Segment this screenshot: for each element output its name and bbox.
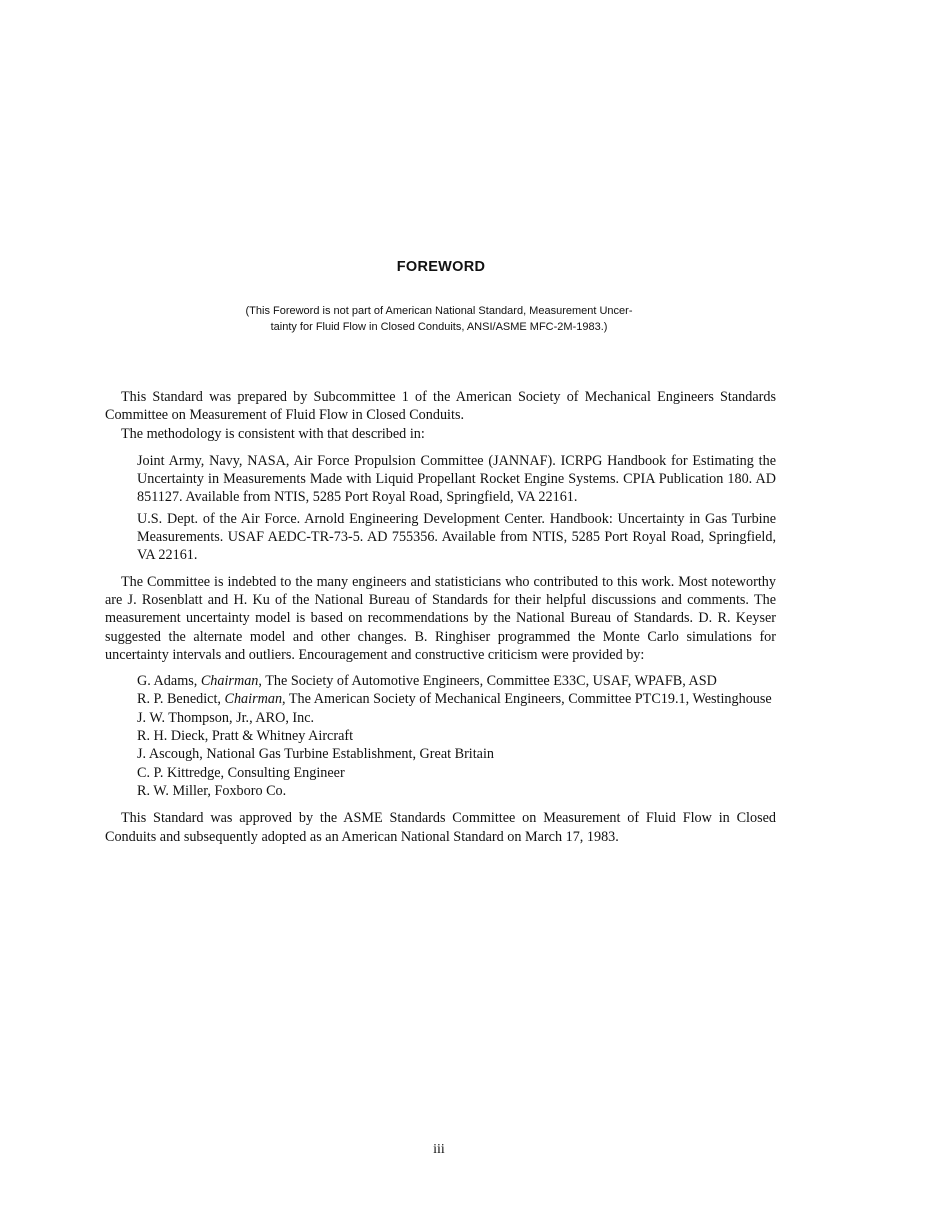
contributor-name: G. Adams, [137, 673, 201, 690]
contributor-role: Chairman [200, 673, 259, 690]
reference-list [137, 452, 776, 565]
contributor-item: R. W. Miller, Foxboro Co. [137, 782, 287, 799]
contributor-list [137, 672, 776, 800]
contributor-affiliation: , The Society of Automotive Engineers, Committee E33C, USAF, WPAFB, ASD [258, 673, 717, 690]
paragraph-committee: The Committee is indebted to the many engineers and statisticians who contributed to this work. Most noteworthy are J. Rosenblatt and H. Ku of the National Bureau of Standards for their helpful discussions and comments. The measurement uncertainty model is based on recommendations by the National Bureau of Standards. D. R. Keyser suggested the alternate model and other changes. B. Ringhiser programmed the Monte Carlo simulations for uncertainty intervals and outliers. Encouragement and constructive criticism were provided by: [105, 573, 776, 663]
contributor-item: C. P. Kittredge, Consulting Engineer [137, 764, 345, 781]
reference-item: U.S. Dept. of the Air Force. Arnold Engineering Development Center. Handbook: Uncertainty in Gas Turbine Measurements. USAF AEDC-TR-73-5. AD 755356. Available from NTIS, 5285 Port Royal Road, Springfield, VA 22161. [137, 510, 776, 564]
contributor-item [137, 672, 776, 690]
paragraph-prepared: This Standard was prepared by Subcommittee 1 of the American Society of Mechanical Engineers Standards Committee on Measurement of Fluid Flow in Closed Conduits. [105, 389, 776, 424]
contributor-name: R. P. Benedict, [137, 691, 225, 708]
foreword-body [105, 388, 776, 846]
page-number: iii [433, 1142, 445, 1157]
contributor-item: J. W. Thompson, Jr., ARO, Inc. [137, 709, 315, 726]
contributor-item: R. H. Dieck, Pratt & Whitney Aircraft [137, 728, 354, 745]
foreword-note-line-2: tainty for Fluid Flow in Closed Conduits, ANSI/ASME MFC-2M-1983.) [270, 321, 608, 333]
contributor-affiliation: , The American Society of Mechanical Engineers, Committee PTC19.1, Westinghouse [282, 691, 772, 708]
contributor-item [137, 690, 776, 708]
foreword-note [200, 303, 678, 335]
paragraph-methodology: The methodology is consistent with that described in: [121, 425, 425, 442]
foreword-note-line-1: (This Foreword is not part of American National Standard, Measurement Uncer- [245, 305, 633, 317]
contributor-item: J. Ascough, National Gas Turbine Establishment, Great Britain [137, 746, 495, 763]
contributor-role: Chairman [224, 691, 283, 708]
reference-item: Joint Army, Navy, NASA, Air Force Propulsion Committee (JANNAF). ICRPG Handbook for Estimating the Uncertainty in Measurements Made with Liquid Propellant Rocket Engine Systems. CPIA Publication 180. AD 851127. Available from NTIS, 5285 Port Royal Road, Springfield, VA 22161. [137, 452, 776, 506]
page-title: FOREWORD [396, 259, 486, 275]
paragraph-approved: This Standard was approved by the ASME Standards Committee on Measurement of Fluid Flow in Closed Conduits and subsequently adopted as an American National Standard on March 17, 1983. [105, 810, 776, 845]
